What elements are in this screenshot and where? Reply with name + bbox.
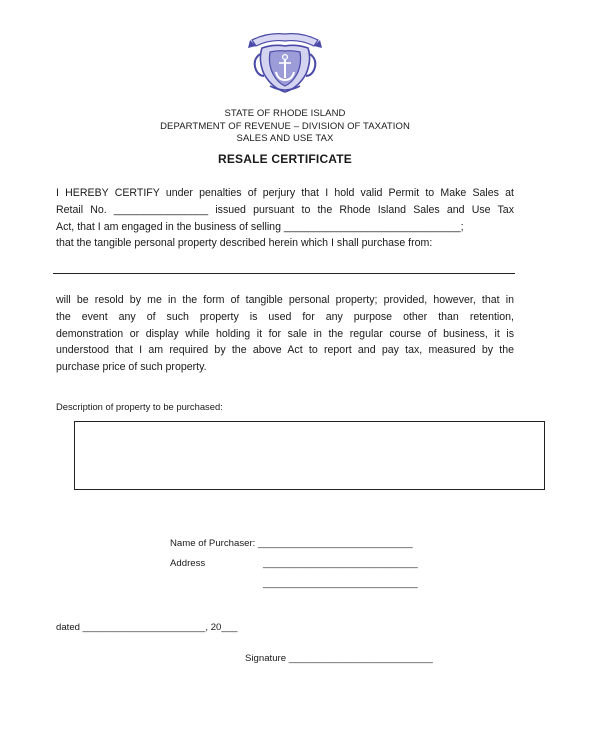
issuing-agency-header <box>0 108 570 146</box>
certification-line: Retail No. ________________ issued pursuant to the Rhode Island Sales and Use Tax <box>56 203 514 216</box>
resale-statement-line: will be resold by me in the form of tangible personal property; provided, however, that in <box>56 294 514 306</box>
signature-field[interactable]: Signature ___________________________ <box>245 653 433 664</box>
seller-name-line[interactable] <box>53 273 515 274</box>
resale-statement-line: demonstration or display while holding it for sale in the regular course of business, it is <box>56 327 514 340</box>
address-line-1-field[interactable]: _____________________________ <box>263 558 418 569</box>
certification-paragraph <box>56 185 514 252</box>
document-title: RESALE CERTIFICATE <box>217 152 353 166</box>
description-label: Description of property to be purchased: <box>56 401 223 412</box>
resale-statement-line: understood that I am required by the above Act to report and pay tax, measured by the <box>56 344 514 357</box>
certification-line: Act, that I am engaged in the business of selling ______________________________; <box>56 220 464 233</box>
resale-statement-paragraph <box>56 292 514 376</box>
description-box[interactable] <box>74 421 545 490</box>
tax-division-name: SALES AND USE TAX <box>236 133 334 144</box>
dated-field[interactable]: dated _______________________, 20___ <box>56 622 238 633</box>
address-label: Address <box>170 558 206 569</box>
resale-statement-line: purchase price of such property. <box>56 361 207 374</box>
resale-statement-line: the event any of such property is used for any purpose other than retention, <box>56 310 514 323</box>
department-name: DEPARTMENT OF REVENUE – DIVISION OF TAXATION <box>160 120 410 132</box>
address-line-2-field[interactable]: _____________________________ <box>263 578 418 589</box>
state-name: STATE OF RHODE ISLAND <box>224 108 346 119</box>
purchaser-name-field[interactable]: Name of Purchaser: _____________________________ <box>170 538 413 549</box>
state-seal-icon <box>246 30 324 96</box>
certification-line: that the tangible personal property described herein which I shall purchase from: <box>56 237 433 250</box>
certification-line: I HEREBY CERTIFY under penalties of perjury that I hold valid Permit to Make Sales at <box>56 187 514 199</box>
